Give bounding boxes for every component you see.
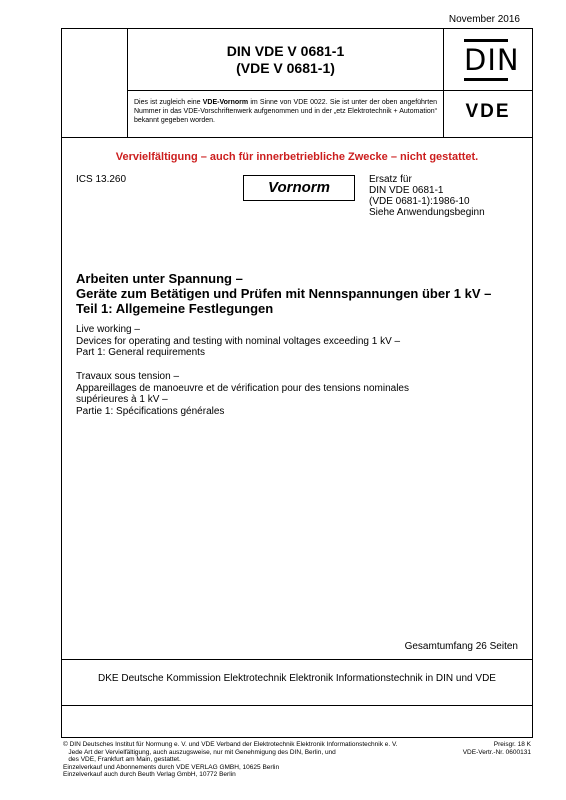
dke-line: DKE Deutsche Kommission Elektrotechnik Elektronik Informationstechnik in DIN und VDE: [98, 673, 496, 684]
vde-note-post: im Sinne von VDE 0022. Sie ist unter der oben angeführten Nummer in das VDE-Vorschriftenwerk aufgenommen und in der „etz Elektrotechnik + Automation“ bekannt gegeben worden.: [134, 99, 437, 124]
footer-copyright: [63, 741, 463, 779]
vde-order-number: VDE-Vertr.-Nr. 0600131: [462, 748, 531, 756]
vde-note-pre: Dies ist zugleich eine: [134, 99, 203, 106]
replacement-line: DIN VDE 0681-1: [369, 185, 444, 196]
din-logo-text: DIN: [464, 43, 520, 77]
price-group: Preisgr. 18 K: [493, 741, 531, 748]
vde-note-bold: VDE-Vornorm: [202, 99, 249, 106]
ics-code: ICS 13.260: [76, 174, 127, 185]
title-german: [76, 271, 526, 316]
footer-line: © DIN Deutsches Institut für Normung e. V. und VDE Verband der Elektrotechnik Elektronik Informationstechnik e. V.: [63, 741, 398, 748]
footer-price: [463, 741, 531, 756]
footer-line: Einzelverkauf und Abonnements durch VDE VERLAG GMBH, 10625 Berlin: [63, 763, 280, 771]
din-logo-cell: [444, 29, 532, 91]
vornorm-badge: Vornorm: [243, 175, 355, 201]
vde-logo-cell: [444, 91, 532, 137]
din-logo: [464, 39, 520, 81]
replacement-info: [369, 174, 485, 218]
copy-warning: Vervielfältigung – auch für innerbetriebliche Zwecke – nicht gestattet.: [115, 151, 479, 163]
title-french-line: supérieures à 1 kV –: [76, 394, 168, 405]
title-french: [76, 371, 526, 417]
title-english-line: Live working –: [76, 324, 140, 335]
title-german-line: Geräte zum Betätigen und Prüfen mit Nennspannungen über 1 kV –: [76, 286, 492, 301]
title-french-line: Partie 1: Spécifications générales: [76, 405, 225, 417]
header-blank-cell: [62, 29, 128, 137]
vde-note: [128, 91, 444, 137]
title-english-line: Devices for operating and testing with nominal voltages exceeding 1 kV –: [76, 335, 401, 347]
title-german-line: Teil 1: Allgemeine Festlegungen: [76, 301, 274, 316]
vde-logo: VDE: [465, 101, 511, 122]
title-french-line: Travaux sous tension –: [76, 371, 180, 382]
title-german-line: Arbeiten unter Spannung –: [76, 271, 243, 286]
replacement-line: Ersatz für: [369, 174, 412, 185]
divider: [62, 659, 532, 660]
divider: [62, 705, 532, 706]
total-pages: Gesamtumfang 26 Seiten: [404, 641, 518, 652]
replacement-line: (VDE 0681-1):1986-10: [369, 196, 470, 207]
footer-line: des VDE, Frankfurt am Main, gestattet.: [63, 756, 181, 764]
divider: [62, 137, 532, 138]
standard-number-vde: (VDE V 0681-1): [236, 60, 335, 76]
footer-line: Einzelverkauf auch durch Beuth Verlag GmbH, 10772 Berlin: [63, 771, 236, 779]
replacement-line: Siehe Anwendungsbeginn: [369, 207, 485, 218]
cover-frame: [61, 28, 533, 738]
title-french-line: Appareillages de manoeuvre et de vérification pour des tensions nominales: [76, 382, 409, 394]
title-english: [76, 324, 526, 359]
publication-date: November 2016: [448, 14, 520, 25]
footer-line: Jede Art der Vervielfältigung, auch auszugsweise, nur mit Genehmigung des DIN, Berlin, und: [63, 748, 336, 756]
title-english-line: Part 1: General requirements: [76, 347, 205, 358]
standard-number: DIN VDE V 0681-1: [226, 43, 345, 59]
standard-number-cell: [128, 29, 444, 91]
